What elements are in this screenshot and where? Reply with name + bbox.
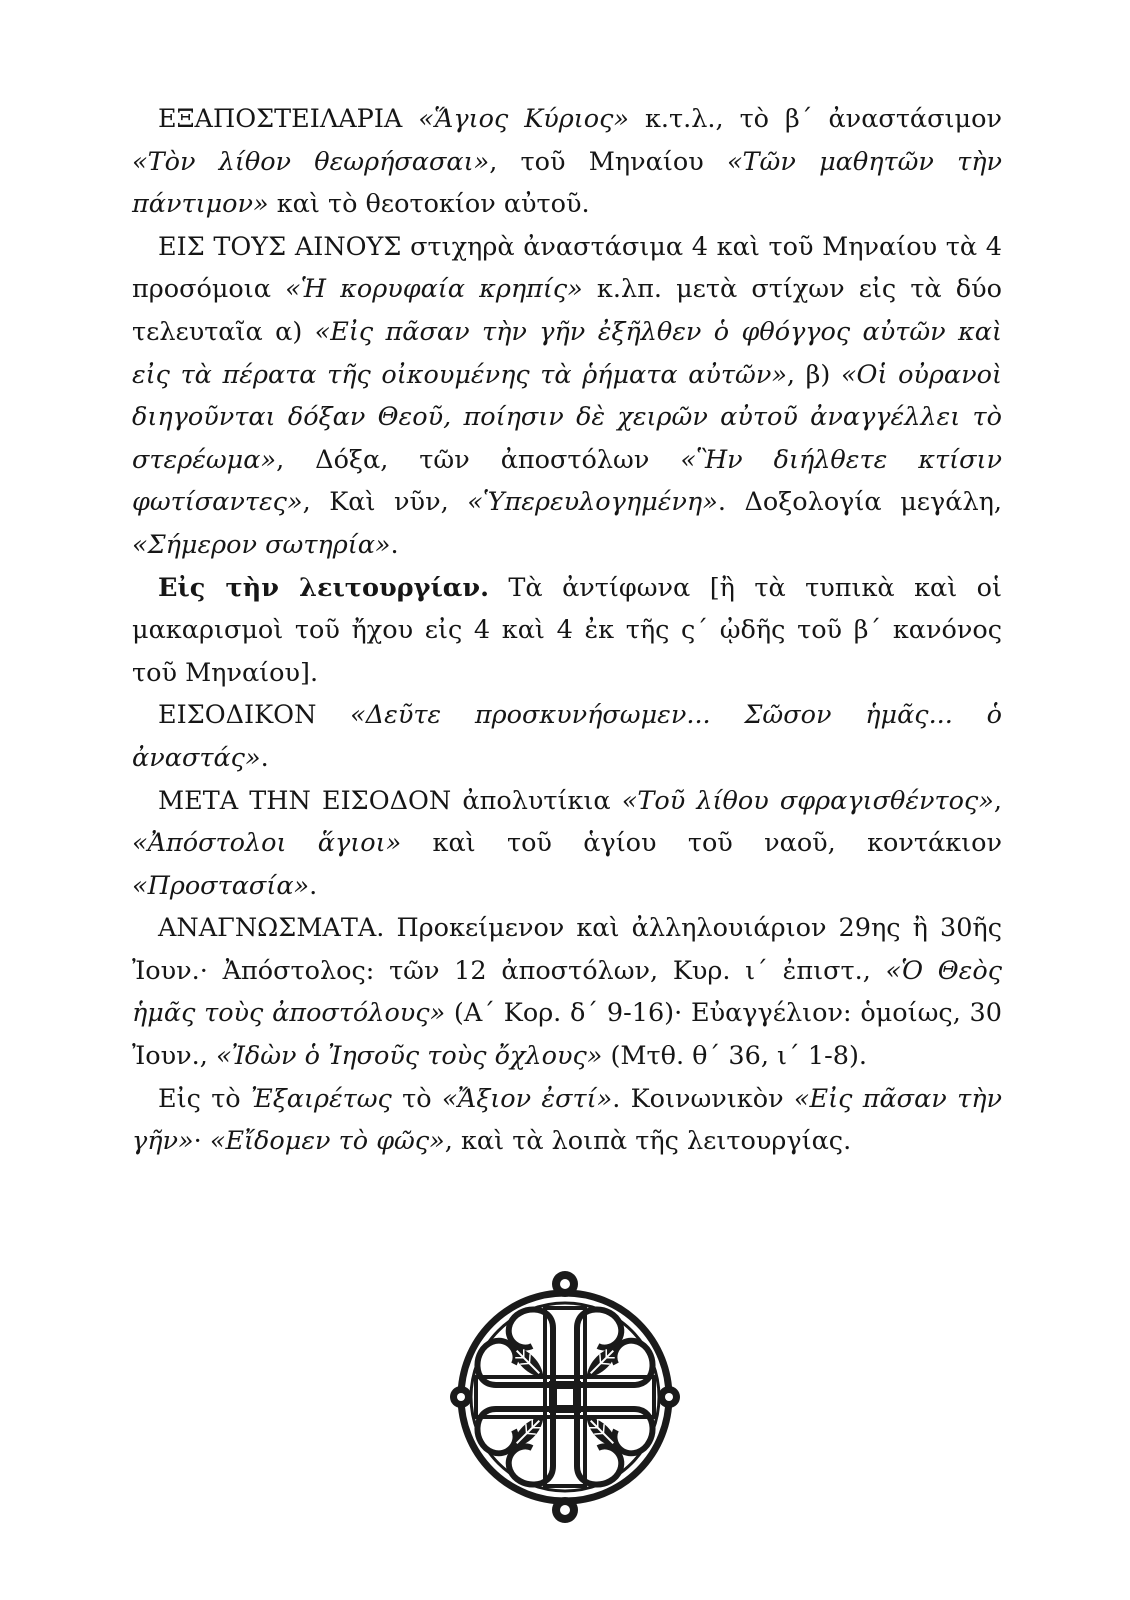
text-run: · bbox=[193, 1126, 210, 1157]
text-run: «Εἰς πᾶσαν τὴν γῆν ἐξῆλθεν ὁ φθόγγος αὐτῶν καὶ εἰς τὰ πέρατα τῆς οἰκουμένης τὰ ῥήματα αὐτῶν» bbox=[132, 316, 1002, 390]
text-run: , Καὶ νῦν, bbox=[302, 487, 468, 518]
text-run: ΕΞΑΠΟΣΤΕΙΛΑΡΙΑ bbox=[158, 104, 419, 134]
text-run: Ἐξαιρέτως bbox=[250, 1083, 392, 1114]
text-run: «Προστασία» bbox=[132, 870, 310, 901]
text-run: ΕΙΣΟΔΙΚΟΝ bbox=[158, 700, 351, 731]
text-run: . bbox=[260, 742, 269, 773]
text-run: . bbox=[309, 870, 318, 901]
text-run: , bbox=[993, 785, 1002, 816]
text-run: , Δόξα, τῶν ἀποστόλων bbox=[276, 444, 681, 475]
text-run: «Εἰς πᾶσαν τὴν γῆν» bbox=[132, 1083, 1002, 1157]
text-run: «Οἱ οὐρανοὶ διηγοῦνται δόξαν Θεοῦ, ποίησιν δὲ χειρῶν αὐτοῦ ἀναγγέλλει τὸ στερέωμα» bbox=[132, 359, 1002, 475]
paragraph-meta-tin-eisodon bbox=[132, 780, 1002, 908]
text-run: «Ἰδὼν ὁ Ἰησοῦς τοὺς ὄχλους» bbox=[215, 1041, 603, 1072]
paragraph-ainous bbox=[132, 226, 1002, 567]
paragraph-anagnosmata bbox=[132, 907, 1002, 1077]
text-run: «Εἴδομεν τὸ φῶς» bbox=[209, 1126, 445, 1157]
cross-ornament-icon bbox=[448, 1268, 682, 1526]
text-run: «Ὁ Θεὸς ἡμᾶς τοὺς ἀποστόλους» bbox=[132, 955, 1002, 1029]
text-run: . Δοξολογία μεγάλη, bbox=[717, 487, 1002, 518]
text-run: κ.τ.λ., τὸ β΄ ἀναστάσιμον bbox=[628, 104, 1002, 134]
text-run: «Ἀπόστολοι ἅγιοι» bbox=[132, 828, 402, 859]
text-run: κ.λπ. μετὰ στίχων εἰς τὰ δύο τελευταῖα α) bbox=[132, 274, 1002, 347]
service-text bbox=[132, 98, 1002, 1163]
text-run: ΑΝΑΓΝΩΣΜΑΤΑ. Προκείμενον καὶ ἀλληλουιάριον 29ης ἢ 30ῆς Ἰουν.· Ἀπόστολος: τῶν 12 ἀποστόλων, Κυρ. ι΄ ἐπιστ., bbox=[132, 913, 1002, 986]
text-run: ΜΕΤΑ ΤΗΝ ΕΙΣΟΔΟΝ ἀπολυτίκια bbox=[158, 785, 622, 816]
text-run: «Ὑπερευλογημένη» bbox=[467, 487, 718, 518]
paragraph-leitourgia bbox=[132, 567, 1002, 695]
text-run: Εἰς τὴν λειτουργίαν. bbox=[158, 572, 489, 603]
text-run: «Ἡ κορυφαία κρηπίς» bbox=[285, 274, 583, 305]
text-run: «Τῶν μαθητῶν τὴν πάντιμον» bbox=[132, 146, 1002, 220]
text-run: , τοῦ Μηναίου bbox=[489, 146, 727, 177]
text-run: «Δεῦτε προσκυνήσωμεν... Σῶσον ἡμᾶς... ὁ ἀναστάς» bbox=[132, 700, 1002, 773]
text-run: , καὶ τὰ λοιπὰ τῆς λειτουργίας. bbox=[444, 1126, 852, 1157]
text-run: (Α΄ Κορ. δ΄ 9-16)· Εὐαγγέλιον: ὁμοίως, 30 Ἰουν., bbox=[132, 998, 1002, 1072]
text-run: (Μτθ. θ΄ 36, ι΄ 1-8). bbox=[602, 1041, 868, 1072]
paragraph-eisodikon bbox=[132, 694, 1002, 779]
text-run: «Ἣν διήλθετε κτίσιν φωτίσαντες» bbox=[132, 444, 1002, 518]
text-run: ΕΙΣ ΤΟΥΣ ΑΙΝΟΥΣ στιχηρὰ ἀναστάσιμα 4 καὶ τοῦ Μηναίου τὰ 4 προσόμοια bbox=[132, 231, 1002, 305]
text-run: τὸ bbox=[391, 1083, 442, 1114]
text-run: Εἰς τὸ bbox=[158, 1083, 251, 1114]
text-run: καὶ τὸ θεοτοκίον αὐτοῦ. bbox=[268, 189, 590, 220]
text-run: «Ἅγιος Κύριος» bbox=[418, 104, 629, 134]
text-run: «Τὸν λίθον θεωρήσασαι» bbox=[132, 146, 490, 177]
text-run: «Τοῦ λίθου σφραγισθέντος» bbox=[621, 785, 994, 816]
text-run: καὶ τοῦ ἁγίου τοῦ ναοῦ, κοντάκιον bbox=[401, 828, 1002, 859]
text-run: «Ἄξιον ἐστί» bbox=[441, 1083, 613, 1114]
text-run: . bbox=[390, 529, 399, 560]
paragraph-exairetos bbox=[132, 1078, 1002, 1163]
text-run: . Κοινωνικὸν bbox=[612, 1083, 794, 1114]
text-run: «Σήμερον σωτηρία» bbox=[132, 529, 391, 560]
text-run: , β) bbox=[786, 359, 841, 390]
paragraph-exaposteilaria bbox=[132, 98, 1002, 226]
text-run: Τὰ ἀντίφωνα [ἢ τὰ τυπικὰ καὶ οἱ μακαρισμοὶ τοῦ ἤχου εἰς 4 καὶ 4 ἐκ τῆς ς΄ ᾠδῆς τοῦ β΄ κανόνος τοῦ Μηναίου]. bbox=[132, 572, 1002, 688]
